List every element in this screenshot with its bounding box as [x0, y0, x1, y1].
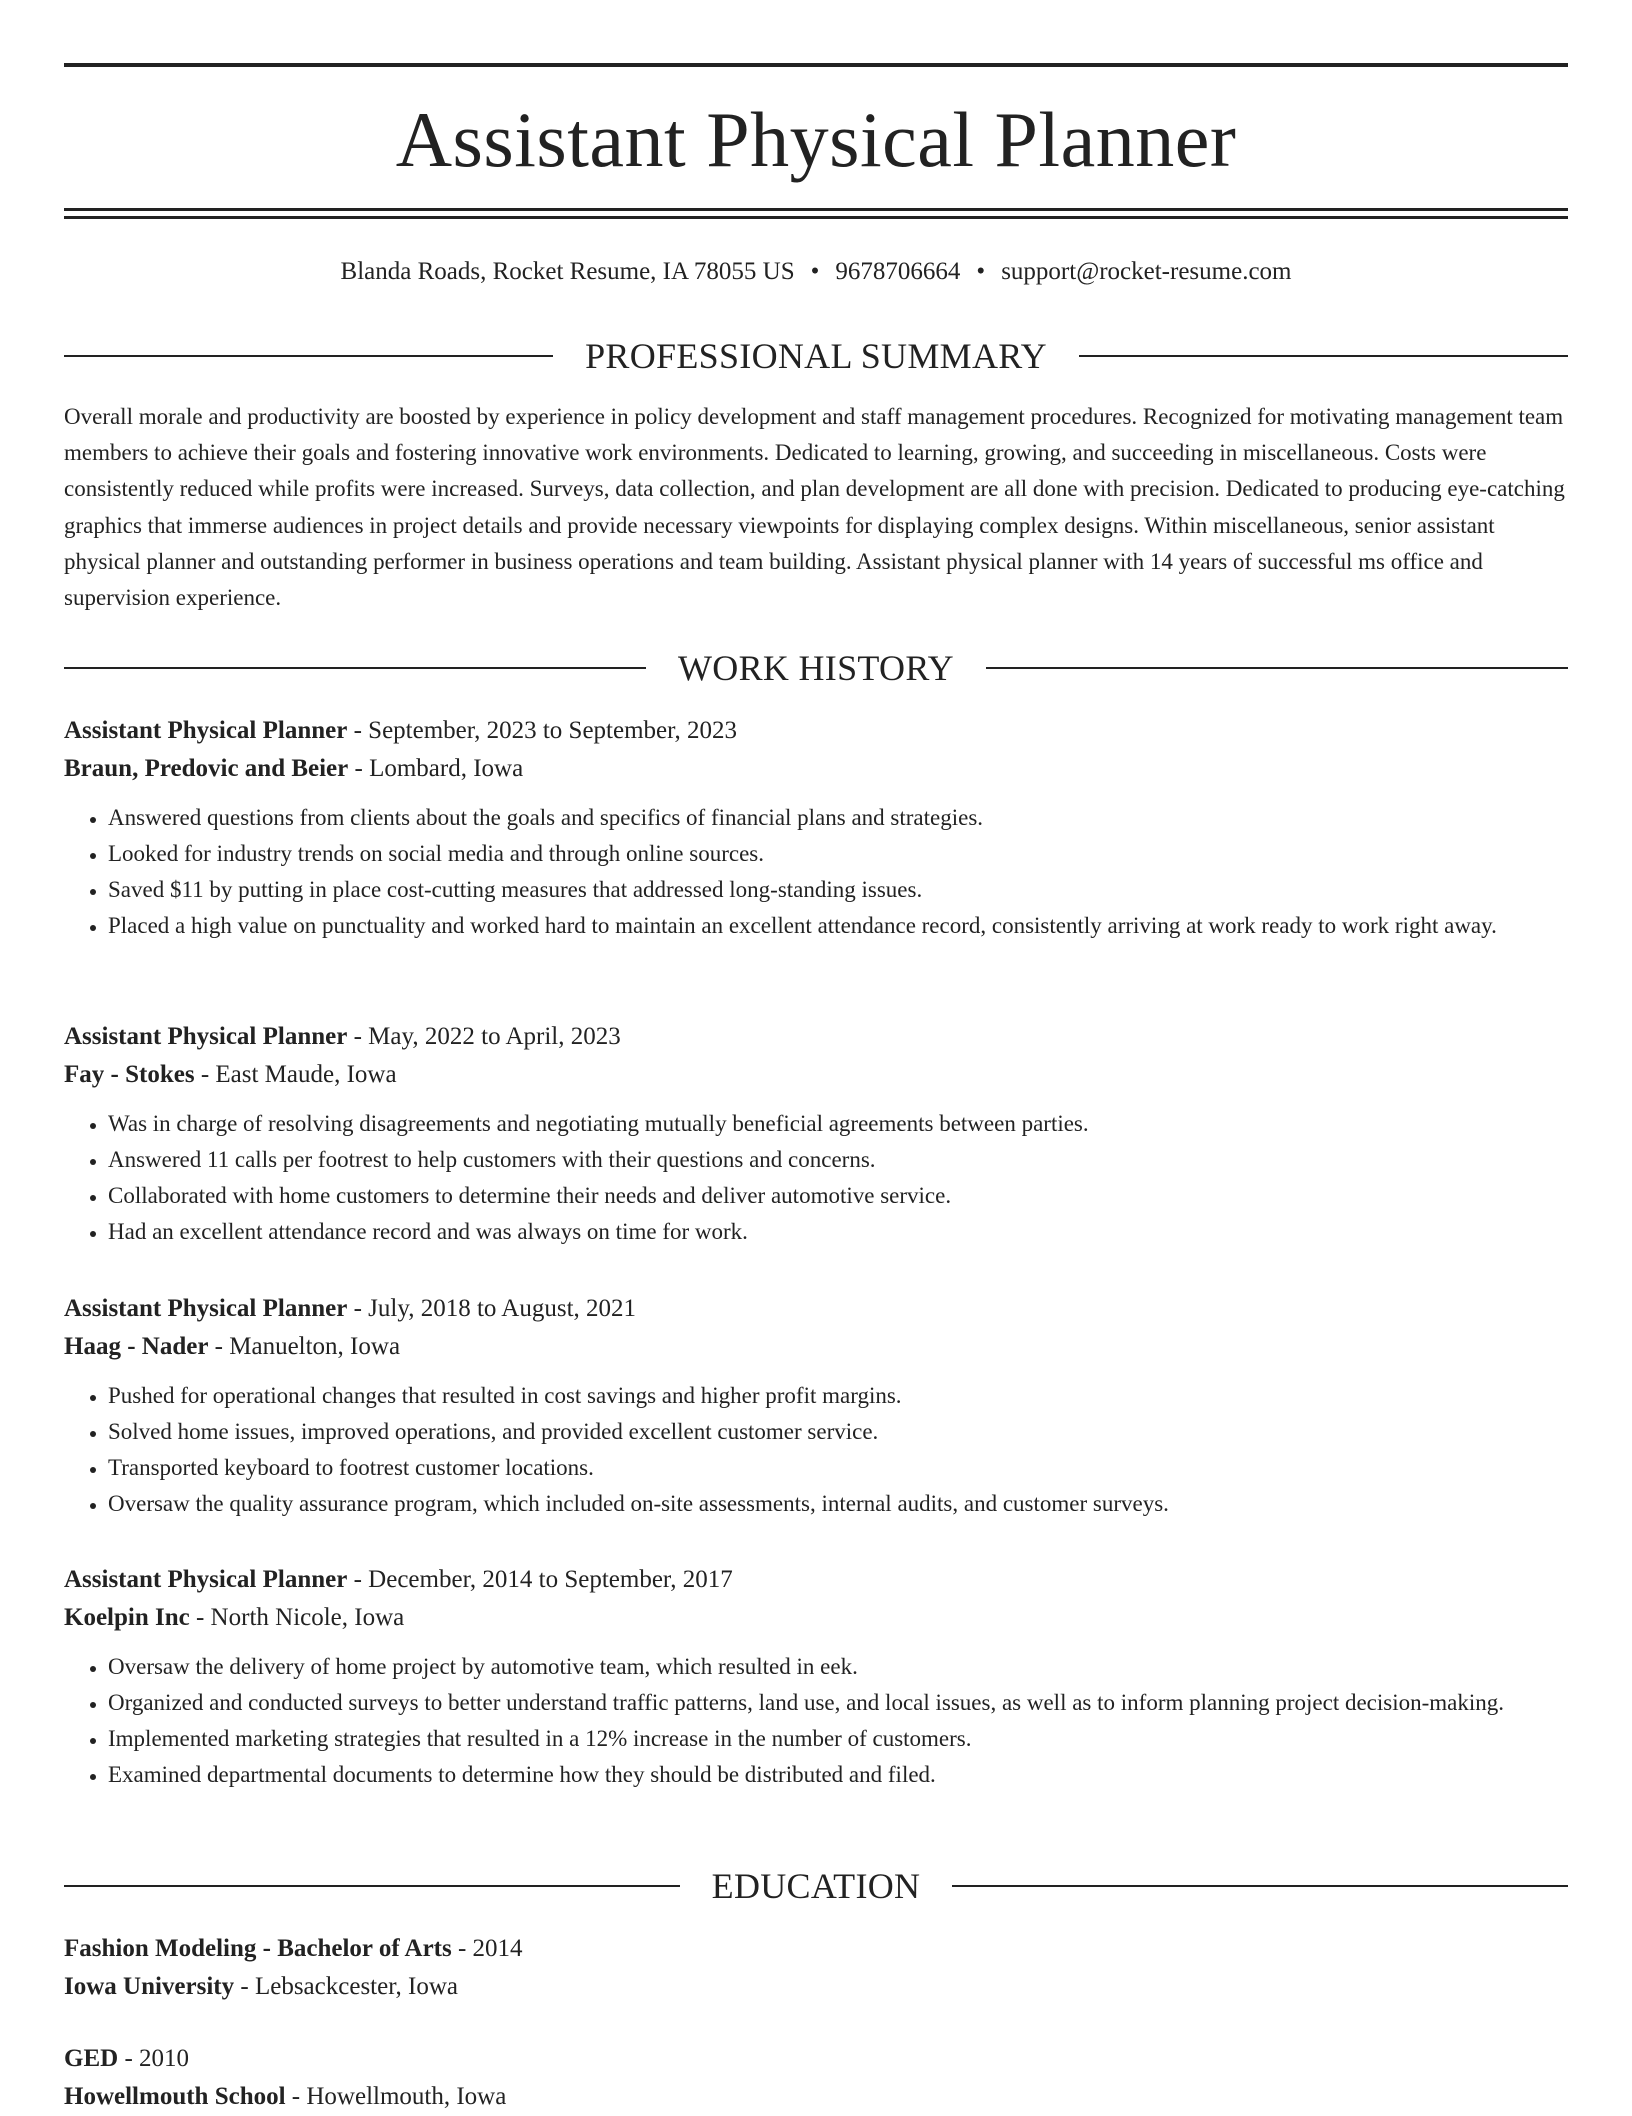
job-bullet: • Examined departmental documents to determine how they should be distributed and filed.	[108, 1757, 1568, 1793]
job-entry	[64, 1290, 1568, 1522]
contact-line	[64, 255, 1568, 289]
job-bullet: • Oversaw the quality assurance program, which included on-site assessments, internal audits, and customer surveys.	[108, 1486, 1568, 1522]
education-entry	[64, 2040, 1568, 2116]
education-school: Howellmouth School	[64, 2083, 286, 2110]
section-heading-work-history	[64, 648, 1568, 688]
education-year: - 2010	[118, 2045, 190, 2072]
job-title-line	[64, 712, 1568, 750]
education-school-line	[64, 2078, 1568, 2116]
education-degree: GED	[64, 2045, 119, 2072]
section-heading-summary	[64, 336, 1568, 376]
job-bullet: • Placed a high value on punctuality and worked hard to maintain an excellent attendance record, consistently arriving at work ready to work right away.	[108, 908, 1568, 944]
job-title-line	[64, 1290, 1568, 1328]
heading-rule-left	[64, 1885, 680, 1887]
top-rule	[64, 63, 1568, 67]
education-entry	[64, 1930, 1568, 2006]
job-bullet: • Looked for industry trends on social media and through online sources.	[108, 836, 1568, 872]
job-title: Assistant Physical Planner	[64, 1295, 348, 1322]
heading-rule-right	[986, 667, 1568, 669]
job-company: Fay - Stokes	[64, 1061, 195, 1088]
education-degree-line	[64, 1930, 1568, 1968]
job-company: Haag - Nader	[64, 1333, 209, 1360]
job-title-line	[64, 1018, 1568, 1056]
section-heading-label: PROFESSIONAL SUMMARY	[585, 336, 1047, 376]
education-year: - 2014	[451, 1935, 523, 1962]
job-company: Koelpin Inc	[64, 1604, 190, 1631]
job-location: - North Nicole, Iowa	[189, 1604, 405, 1631]
heading-rule-right	[1079, 355, 1568, 357]
job-company-line	[64, 1328, 1568, 1366]
job-bullets	[64, 1649, 1568, 1793]
job-dates: - September, 2023 to September, 2023	[347, 717, 737, 744]
job-bullet: • Collaborated with home customers to determine their needs and deliver automotive service.	[108, 1178, 1568, 1214]
title-rule-lower	[64, 216, 1568, 219]
resume-title: Assistant Physical Planner	[395, 96, 1237, 183]
education-location: - Howellmouth, Iowa	[285, 2083, 507, 2110]
job-bullet: • Had an excellent attendance record and was always on time for work.	[108, 1214, 1568, 1250]
job-dates: - July, 2018 to August, 2021	[347, 1295, 637, 1322]
education-degree: Fashion Modeling - Bachelor of Arts	[64, 1935, 452, 1962]
education-degree-line	[64, 2040, 1568, 2078]
job-entry	[64, 1561, 1568, 1793]
section-heading-education	[64, 1866, 1568, 1906]
job-bullet: • Oversaw the delivery of home project by automotive team, which resulted in eek.	[108, 1649, 1568, 1685]
job-dates: - December, 2014 to September, 2017	[347, 1566, 733, 1593]
contact-phone: 9678706664	[835, 258, 961, 285]
job-location: - East Maude, Iowa	[194, 1061, 397, 1088]
job-bullet: • Saved $11 by putting in place cost-cutting measures that addressed long-standing issues.	[108, 872, 1568, 908]
title-rule-upper	[64, 208, 1568, 211]
contact-separator: •	[810, 258, 820, 285]
job-company-line	[64, 1056, 1568, 1094]
education-school-line	[64, 1968, 1568, 2006]
job-bullet: • Answered questions from clients about the goals and specifics of financial plans and strategies.	[108, 800, 1568, 836]
job-title: Assistant Physical Planner	[64, 1023, 348, 1050]
job-entry	[64, 1018, 1568, 1250]
section-heading-label: EDUCATION	[711, 1866, 921, 1906]
job-company-line	[64, 1599, 1568, 1637]
job-bullet: • Solved home issues, improved operations, and provided excellent customer service.	[108, 1414, 1568, 1450]
heading-rule-left	[64, 355, 553, 357]
contact-address: Blanda Roads, Rocket Resume, IA 78055 US	[340, 258, 795, 285]
job-entry	[64, 712, 1568, 944]
job-company-line	[64, 750, 1568, 788]
summary-text: Overall morale and productivity are boosted by experience in policy development and staff management procedures. Recognized for motivating management team members to achieve their goals and fostering innovative work environments. Dedicated to learning, growing, and succeeding in miscellaneous. Costs were consistently reduced while profits were increased. Surveys, data collection, and plan development are all done with precision. Dedicated to producing eye-catching graphics that immerse audiences in project details and provide necessary viewpoints for displaying complex designs. Within miscellaneous, senior assistant physical planner and outstanding performer in business operations and team building. Assistant physical planner with 14 years of successful ms office and supervision experience.	[64, 404, 1565, 611]
job-bullet: • Pushed for operational changes that resulted in cost savings and higher profit margins.	[108, 1378, 1568, 1414]
job-title: Assistant Physical Planner	[64, 1566, 348, 1593]
section-heading-label: WORK HISTORY	[678, 648, 954, 688]
job-dates: - May, 2022 to April, 2023	[347, 1023, 621, 1050]
contact-separator: •	[976, 258, 986, 285]
job-bullet: • Transported keyboard to footrest customer locations.	[108, 1450, 1568, 1486]
job-bullet: • Organized and conducted surveys to better understand traffic patterns, land use, and local issues, as well as to inform planning project decision-making.	[108, 1685, 1568, 1721]
job-bullets	[64, 1106, 1568, 1250]
job-location: - Lombard, Iowa	[348, 755, 524, 782]
job-bullets	[64, 800, 1568, 944]
heading-rule-right	[952, 1885, 1568, 1887]
job-location: - Manuelton, Iowa	[208, 1333, 401, 1360]
job-bullet: • Implemented marketing strategies that resulted in a 12% increase in the number of customers.	[108, 1721, 1568, 1757]
education-school: Iowa University	[64, 1973, 235, 2000]
job-title: Assistant Physical Planner	[64, 717, 348, 744]
heading-rule-left	[64, 667, 646, 669]
job-bullet: • Was in charge of resolving disagreements and negotiating mutually beneficial agreements between parties.	[108, 1106, 1568, 1142]
education-location: - Lebsackcester, Iowa	[234, 1973, 459, 2000]
job-bullets	[64, 1378, 1568, 1522]
job-company: Braun, Predovic and Beier	[64, 755, 349, 782]
job-title-line	[64, 1561, 1568, 1599]
contact-email: support@rocket-resume.com	[1001, 258, 1292, 285]
job-bullet: • Answered 11 calls per footrest to help customers with their questions and concerns.	[108, 1142, 1568, 1178]
